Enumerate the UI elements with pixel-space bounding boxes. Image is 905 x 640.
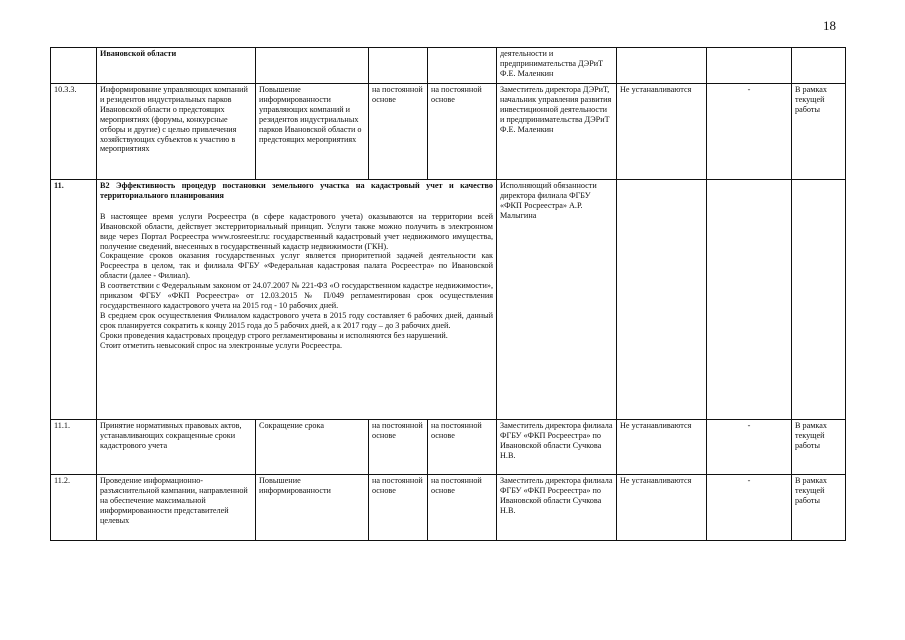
- event-cell: Информирование управляющих компаний и резидентов индустриальных парков Ивановской области о предстоящих мероприятиях (форумы, конкурсные отборы и другие) с целью привлечения хозяйствующих субъектов к участию в мероприятиях: [97, 84, 256, 180]
- financing-cell: [792, 180, 846, 420]
- page-number: 18: [823, 18, 836, 33]
- end-cell: на постоянной основе: [428, 84, 497, 180]
- indicator-cell: [617, 48, 707, 84]
- start-cell: на постоянной основе: [369, 475, 428, 541]
- row-number: 11.2.: [51, 475, 97, 541]
- end-cell: [428, 48, 497, 84]
- value-cell: -: [707, 84, 792, 180]
- start-cell: [369, 48, 428, 84]
- result-cell: Повышение информированности: [256, 475, 369, 541]
- section-description-cell: [97, 180, 497, 420]
- value-cell: -: [707, 420, 792, 475]
- value-cell: [707, 180, 792, 420]
- row-number: 11.1.: [51, 420, 97, 475]
- start-cell: на постоянной основе: [369, 84, 428, 180]
- table-row: [51, 420, 846, 475]
- table-row: [51, 180, 846, 420]
- section-paragraph: Стоит отметить невысокий спрос на электронные услуги Росреестра.: [100, 340, 343, 350]
- result-cell: Сокращение срока: [256, 420, 369, 475]
- section-paragraph: Сроки проведения кадастровых процедур строго регламентированы и исполняются без нарушений.: [100, 330, 448, 340]
- responsible-cell: Заместитель директора ДЭРиТ, начальник управления развития инвестиционной деятельности и предпринимательства ДЭРиТ Ф.Е. Маленкин: [497, 84, 617, 180]
- end-cell: на постоянной основе: [428, 420, 497, 475]
- event-cell: Принятие нормативных правовых актов, устанавливающих сокращенные сроки кадастрового учета: [97, 420, 256, 475]
- financing-cell: В рамках текущей работы: [792, 420, 846, 475]
- financing-cell: [792, 48, 846, 84]
- row-number: 11.: [51, 180, 97, 420]
- section-paragraph: В настоящее время услуги Росреестра (в сфере кадастрового учета) оказываются на территории всей Ивановской области, действует экстерриториальный принцип. Услуги также можно получить в электронном виде через Портал Росреестра www.rosreestr.ru: государственный кадастровый учет недвижимого имущества, получение сведений, внесенных в государственный кадастр недвижимости (ГКН).: [100, 211, 493, 251]
- financing-cell: В рамках текущей работы: [792, 84, 846, 180]
- end-cell: на постоянной основе: [428, 475, 497, 541]
- event-cell: Ивановской области: [97, 48, 256, 84]
- table-row: [51, 48, 846, 84]
- row-number: [51, 48, 97, 84]
- financing-cell: В рамках текущей работы: [792, 475, 846, 541]
- row-number: 10.3.3.: [51, 84, 97, 180]
- responsible-cell: Заместитель директора филиала ФГБУ «ФКП Росреестра» по Ивановской области Сучкова Н.В.: [497, 420, 617, 475]
- start-cell: на постоянной основе: [369, 420, 428, 475]
- responsible-cell: Исполняющий обязанности директора филиала ФГБУ «ФКП Росреестра» А.Р. Малыгина: [497, 180, 617, 420]
- event-cell: Проведение информационно-разъяснительной кампании, направленной на обеспечение максимальной информированности представителей целевых: [97, 475, 256, 541]
- result-cell: [256, 48, 369, 84]
- indicator-cell: Не устанавливаются: [617, 475, 707, 541]
- indicator-cell: Не устанавливаются: [617, 420, 707, 475]
- section-paragraph: Сокращение сроков оказания государственных услуг является приоритетной задачей деятельности как Росреестра в целом, так и филиала ФГБУ «Федеральная кадастровая палата Росреестра» по Ивановской области (далее - Филиал).: [100, 251, 493, 281]
- table-row: [51, 475, 846, 541]
- section-title: В2 Эффективность процедур постановки земельного участка на кадастровый учет и качество территориального планирования: [100, 181, 493, 200]
- value-cell: [707, 48, 792, 84]
- section-paragraph: В среднем срок осуществления Филиалом кадастрового учета в 2015 году составляет 6 рабочих дней, данный срок планируется сократить к концу 2015 года до 5 рабочих дней, а к 2017 году – до 3 рабочих дней.: [100, 310, 493, 330]
- indicator-cell: [617, 180, 707, 420]
- section-paragraph: В соответствии с Федеральным законом от 24.07.2007 № 221-ФЗ «О государственном кадастре недвижимости», приказом ФГБУ «ФКП Росреестра» от 12.03.2015 № П/049 регламентирован срок осуществления государственного кадастрового учета на 2015 год - 10 рабочих дней.: [100, 281, 493, 310]
- indicator-cell: Не устанавливаются: [617, 84, 707, 180]
- table-row: [51, 84, 846, 180]
- result-cell: Повышение информированности управляющих компаний и резидентов индустриальных парков Ивановской области о предстоящих мероприятиях: [256, 84, 369, 180]
- responsible-cell: Заместитель директора филиала ФГБУ «ФКП Росреестра» по Ивановской области Сучкова Н.В.: [497, 475, 617, 541]
- responsible-cell: деятельности и предпринимательства ДЭРиТ Ф.Е. Маленкин: [497, 48, 617, 84]
- value-cell: -: [707, 475, 792, 541]
- action-plan-table: [50, 47, 846, 541]
